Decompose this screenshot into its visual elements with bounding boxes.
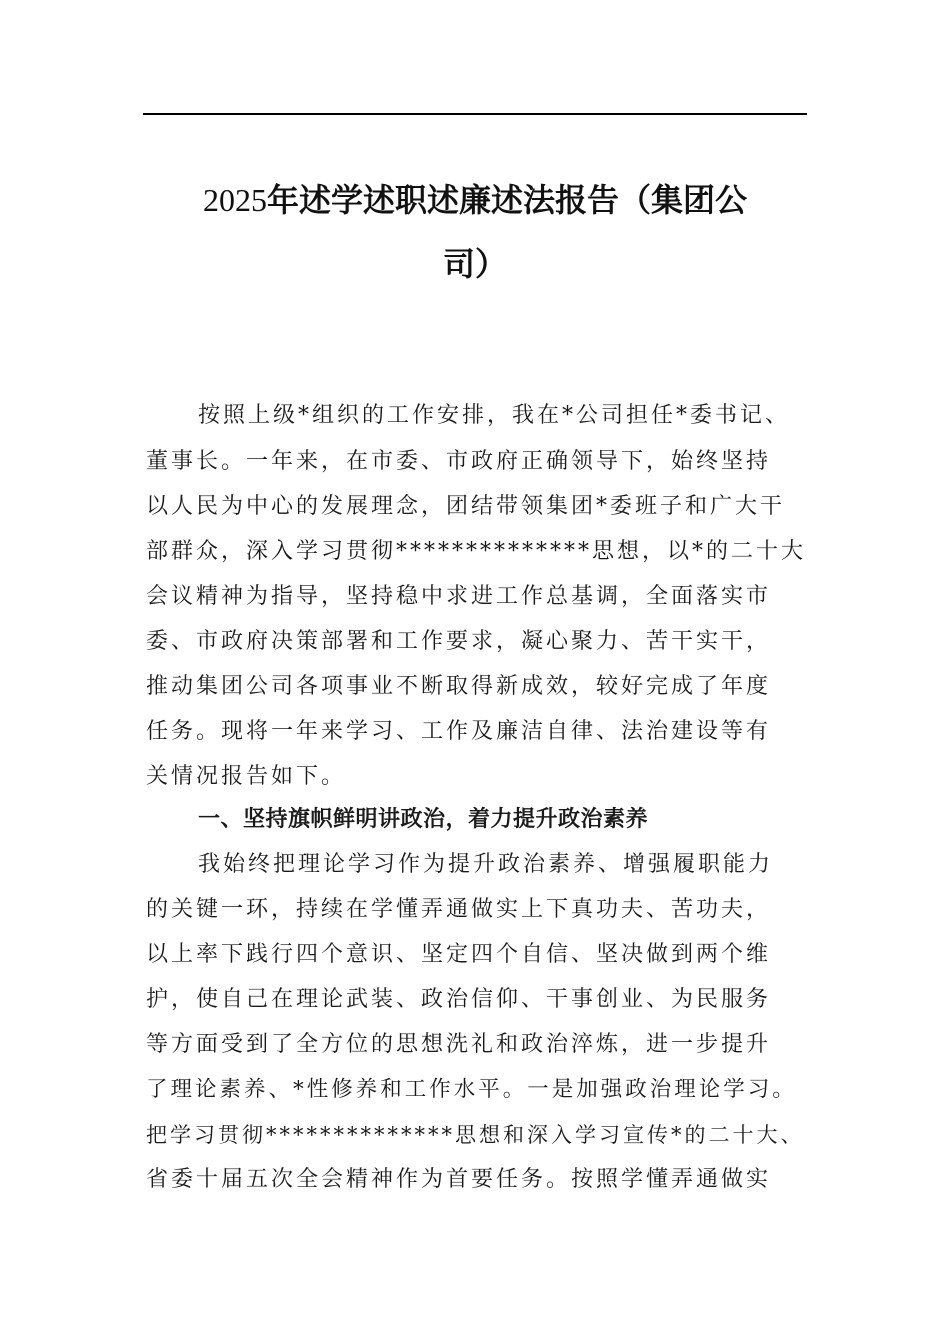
paragraph-1-line-5: 会议精神为指导，坚持稳中求进工作总基调，全面落实市	[146, 584, 772, 609]
paragraph-1-line-1: 按照上级*组织的工作安排，我在*公司担任*委书记、	[198, 403, 791, 428]
paragraph-1-line-9: 关情况报告如下。	[146, 764, 347, 789]
paragraph-1-line-8: 任务。现将一年来学习、工作及廉洁自律、法治建设等有	[146, 719, 772, 744]
paragraph-1-line-6: 委、市政府决策部署和工作要求，凝心聚力、苦干实干，	[146, 629, 772, 654]
paragraph-2-line-8: 省委十届五次全会精神作为首要任务。按照学懂弄通做实	[146, 1167, 772, 1192]
paragraph-2-line-5: 等方面受到了全方位的思想洗礼和政治淬炼，进一步提升	[146, 1032, 772, 1057]
paragraph-1-line-7: 推动集团公司各项事业不断取得新成效，较好完成了年度	[146, 674, 772, 699]
paragraph-2-line-1: 我始终把理论学习作为提升政治素养、增强履职能力	[198, 852, 774, 877]
section-heading-1: 一、坚持旗帜鲜明讲政治，着力提升政治素养	[198, 807, 649, 832]
title-line-1	[143, 168, 807, 232]
title-text: 年述学述职述廉述法报告（集团公	[266, 181, 747, 219]
paragraph-2-line-6: 了理论素养、*性修养和工作水平。一是加强政治理论学习。	[146, 1077, 797, 1102]
paragraph-2-line-4: 护，使自己在理论武装、政治信仰、干事创业、为民服务	[146, 987, 772, 1012]
header-rule	[143, 113, 807, 115]
title-line-2: 司）	[442, 245, 507, 283]
paragraph-2-line-7: 把学习贯彻**************思想和深入学习宣传*的二十大、	[146, 1123, 805, 1147]
paragraph-2-line-3: 以上率下践行四个意识、坚定四个自信、坚决做到两个维	[146, 942, 772, 967]
paragraph-1-line-4: 部群众，深入学习贯彻**************思想，以*的二十大	[146, 539, 807, 564]
paragraph-1-line-3: 以人民为中心的发展理念，团结带领集团*委班子和广大干	[146, 494, 786, 519]
document-title	[143, 168, 807, 296]
title-year: 2025	[202, 182, 267, 218]
paragraph-1-line-2: 董事长。一年来，在市委、市政府正确领导下，始终坚持	[146, 449, 772, 474]
paragraph-2-line-2: 的关键一环，持续在学懂弄通做实上下真功夫、苦功夫，	[146, 897, 772, 922]
